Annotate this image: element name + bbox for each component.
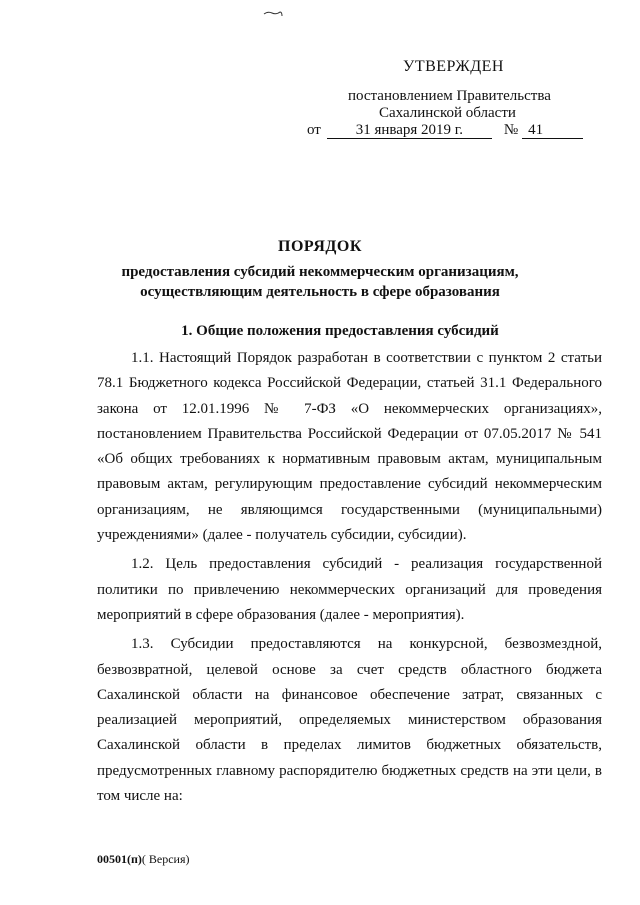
approval-number: 41 [522, 122, 583, 139]
footer-version: ( Версия) [141, 852, 190, 866]
paragraph-1-1: 1.1. Настоящий Порядок разработан в соответствии с пунктом 2 статьи 78.1 Бюджетного кодекса Российской Федерации, статьей 31.1 Федерального закона от 12.01.1996 № 7-ФЗ «О некоммерческих организациях», постановлением Правительства Российской Федерации от 07.05.2017 № 541 «Об общих требованиях к нормативным правовым актам, муниципальным правовым актам, регулирующим предоставление субсидий некоммерческим организациям, не являющимся государственными (муниципальными) учреждениями» (далее - получатель субсидии, субсидии). [97, 350, 602, 544]
approval-line-1: постановлением Правительства [348, 88, 551, 104]
number-label: № [503, 122, 519, 138]
approval-date-line [307, 122, 607, 139]
subtitle-line-1: предоставления субсидий некоммерческим организациям, [121, 264, 519, 280]
document-title: ПОРЯДОК [278, 238, 362, 255]
subtitle-line-2: осуществляющим деятельность в сфере образования [140, 284, 500, 300]
pen-mark [262, 8, 286, 22]
paragraph-1-3: 1.3. Субсидии предоставляются на конкурсной, безвозмездной, безвозвратной, целевой основе за счет средств областного бюджета Сахалинской области на финансовое обеспечение затрат, связанных с реализацией мероприятий, определяемых министерством образования Сахалинской области в пределах лимитов бюджетных обязательств, предусмотренных главному распорядителю бюджетных средств на эти цели, в том числе на: [97, 636, 602, 805]
footer-doc-code: 00501(п) [97, 852, 142, 866]
approval-date: 31 января 2019 г. [327, 122, 492, 139]
section-heading: 1. Общие положения предоставления субсидий [181, 323, 499, 339]
paragraph-1-2: 1.2. Цель предоставления субсидий - реализация государственной политики по привлечению некоммерческих организаций для проведения мероприятий в сфере образования (далее - мероприятия). [97, 556, 602, 623]
approval-line-2: Сахалинской области [379, 105, 516, 121]
approval-heading: УТВЕРЖДЕН [403, 58, 504, 75]
date-prefix: от [307, 122, 321, 138]
footer-code [97, 852, 190, 867]
document-subtitle [0, 262, 640, 302]
document-body [97, 346, 602, 813]
